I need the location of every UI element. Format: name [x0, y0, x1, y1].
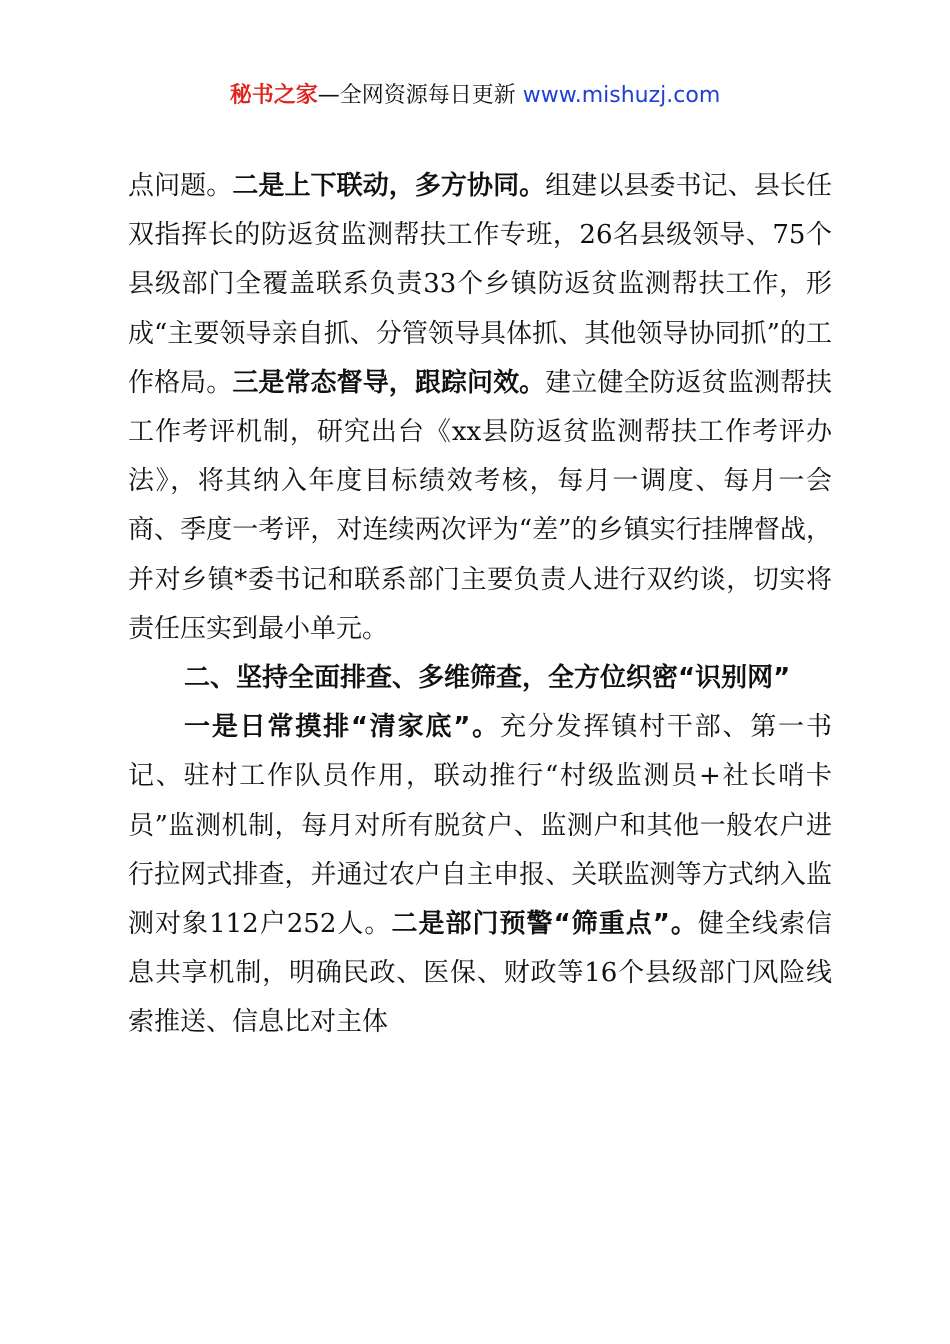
bold-heading-warning: 二是部门预警“筛重点”。 [391, 909, 698, 940]
paragraph-text: 点问题。 [128, 171, 233, 201]
paragraph-text: 充分发挥镇村干部、第一书记、驻村工作队员作用，联动推行“村级监测员+社长哨卡员”监测机制，每月对所有脱贫户、监测户和其他一般农户进行拉网式排查，并通过农户自主申报、关联监测等方式纳入监测对象112户252人。 [128, 712, 832, 940]
page-header [0, 82, 950, 110]
paragraph-text: 建立健全防返贫监测帮扶工作考评机制，研究出台《xx县防返贫监测帮扶工作考评办法》，将其纳入年度目标绩效考核，每月一调度、每月一会商、季度一考评，对连续两次评为“差”的乡镇实行挂牌督战，并对乡镇*委书记和联系部门主要负责人进行双约谈，切实将责任压实到最小单元。 [128, 367, 832, 644]
paragraph-screening [128, 703, 832, 1047]
section-heading: 二、坚持全面排查、多维筛查，全方位织密“识别网” [184, 663, 791, 694]
bold-heading-supervision: 三是常态督导，跟踪问效。 [232, 367, 546, 398]
document-body [128, 162, 832, 1048]
bold-heading-coordination: 二是上下联动，多方协同。 [232, 171, 546, 201]
paragraph-coordination [128, 162, 832, 654]
website-link[interactable]: www.mishuzj.com [522, 83, 721, 108]
header-tagline: —全网资源每日更新 [317, 83, 516, 108]
paragraph-text: 健全线索信息共享机制，明确民政、医保、财政等16个县级部门风险线索推送、信息比对主体 [128, 909, 832, 1038]
brand-name: 秘书之家 [229, 83, 318, 108]
bold-heading-daily-check: 一是日常摸排“清家底”。 [184, 712, 500, 743]
paragraph-text: 组建以县委书记、县长任双指挥长的防返贫监测帮扶工作专班，26名县级领导、75个县级部门全覆盖联系负责33个乡镇防返贫监测帮扶工作，形成“主要领导亲自抓、分管领导具体抓、其他领导协同抓”的工作格局。 [128, 171, 832, 398]
